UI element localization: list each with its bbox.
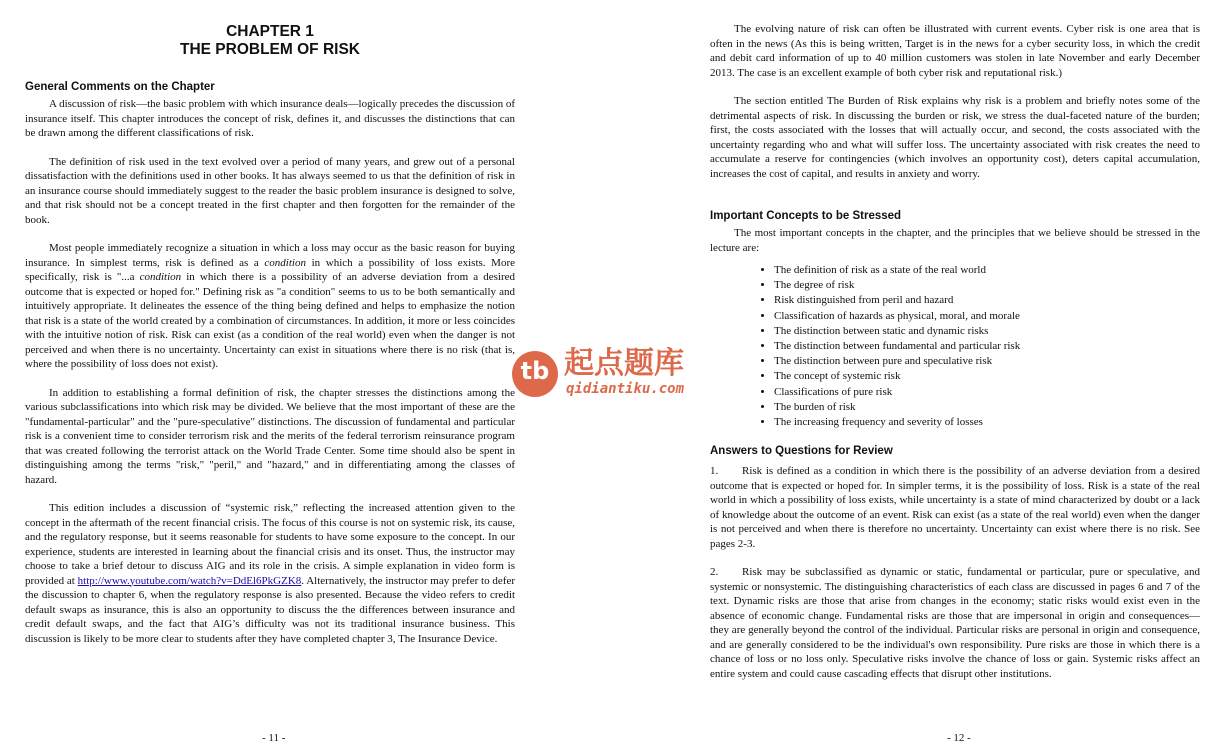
list-item: • Classification of hazards as physical, moral, and morale (774, 309, 1200, 324)
answer-text: Risk may be subclassified as dynamic or static, fundamental or particular, pure or speculative, and systemic or nonsystemic. The distinguishing characteristics of each class are discussed in pages 6 and 7 of the text. Dynamic risks are those that arise from changes in the economy; static risks would exist even in the absence of economic change. Fundamental risks are those that are impersonal in origin and consequences—they are generally beyond the control of the individual. Particular risks are personal in origin and consequence, and are generally considered to be the individual's own responsibility. Pure risks are those in which there is a chance of loss or no loss only. Speculative risks involve the chance of loss or gain. Systemic risks affect an entire system and could cause cascading effects that disrupt other institutions. (710, 566, 1200, 680)
paragraph: The section entitled The Burden of Risk explains why risk is a problem and briefly notes some of the detrimental aspects of risk. In discussing the burden or risk, we stress the dual-faceted nature of the burden; first, the costs associated with the losses that will actually occur, and second, the costs associated with the uncertainty regarding who and what will suffer loss. The uncertainty associated with risk creates the need to accumulate a reserve for contingencies (which involves an opportunity cost), deters capital accumulation, increases the cost of capital, and results in anxiety and worry. (710, 95, 1200, 180)
paragraph: This edition includes a discussion of “systemic risk,” reflecting the increased attention given to the concept in the aftermath of the recent financial crisis. The focus of this course is not on systemic risk, its cause, and the regulatory response, but it seems reasonable for students to have some exposure to the concept. In our experience, students are interested in learning about the financial crisis and its onset. Thus, the instructor may choose to take a brief detour to discuss AIG and its role in the crisis. A simple explanation in video form is provided at http://www.youtube.com/watch?v=DdEl6PkGZK8. Alternatively, the instructor may prefer to defer the discussion to chapter 6, when the regulatory response is also presented. Because the video refers to credit default swaps as insurance, this is also an opportunity to discuss the the differences between insurance and credit default swaps, and the fact that AIG’s difficulty was not its traditional insurance business. This discussion is likely to be more clear to students after they have completed chapter 3, The Insurance Device. (25, 502, 515, 645)
chapter-heading (25, 23, 515, 59)
youtube-link[interactable]: http://www.youtube.com/watch?v=DdEl6PkGZK8 (77, 574, 302, 587)
right-column (710, 22, 1200, 681)
watermark-title: 起点题库 (564, 346, 684, 381)
answer-item (710, 464, 1200, 551)
list-item: • The concept of systemic risk (774, 369, 1200, 384)
list-item: • Risk distinguished from peril and hazard (774, 293, 1200, 308)
answers-heading: Answers to Questions for Review (710, 445, 893, 458)
list-item: • The increasing frequency and severity of losses (774, 415, 1200, 430)
concepts-list (710, 263, 1200, 430)
left-column (25, 80, 515, 646)
list-item: • The distinction between static and dynamic risks (774, 324, 1200, 339)
chapter-label: CHAPTER 1 (226, 23, 314, 40)
list-item: • The distinction between pure and speculative risk (774, 354, 1200, 369)
right-page (685, 0, 1220, 750)
answer-number: 2. (710, 566, 719, 579)
concepts-heading: Important Concepts to be Stressed (710, 210, 902, 222)
watermark-url: qidiantiku.com (566, 381, 685, 397)
paragraph: The definition of risk used in the text evolved over a period of many years, and grew out of a personal dissatisfaction with the definitions used in other books. It has always seemed to us that the definition of risk in an insurance course should immediately suggest to the reader the basic problem insurance is designed to solve, and that risk should not be a concept treated in the first chapter and then forgotten for the remainder of the book. (25, 155, 515, 226)
list-item: • Classifications of pure risk (774, 385, 1200, 400)
paragraph: Most people immediately recognize a situation in which a loss may occur as the basic reason for buying insurance. In simplest terms, risk is defined as a condition in which a possibility of loss exists. More specifically, risk is "...a condition in which there is a possibility of an adverse deviation from a desired outcome that is expected or hoped for." Defining risk as "a condition" seems to us to be both semantically and intuitively appropriate. It delineates the essence of the thing being defined and helps to emphasize the notion that risk is a state of the world created by a combination of circumstances. In addition, it more or less coincides with the intuitive notion of risk. Risk can exist (as a condition of the real world) even when the danger is not perceived and when there is no uncertainty. Uncertainty can exist in situations where there is no risk (that is, where the possibility of loss does not exist). (25, 242, 515, 370)
left-page (0, 0, 540, 750)
page-number: - 11 - (262, 732, 286, 744)
paragraph: In addition to establishing a formal definition of risk, the chapter stresses the distinctions among the various subclassifications into which risk may be divided. We believe that the most important of these are the "fundamental-particular" and the "pure-speculative" distinctions. The discussion of fundamental and particular risk is a convenient time to consider terrorism risk and the merits of the federal terrorism reinsurance program that was created following the terrorist attack on the World Trade Center. Some time should also be spent in distinguishing among the terms "risk," "peril," and "hazard," and in differentiating among the classes of hazard. (25, 386, 515, 486)
list-item: • The distinction between fundamental and particular risk (774, 339, 1200, 354)
watermark (512, 343, 712, 403)
chapter-title: THE PROBLEM OF RISK (180, 41, 360, 58)
page-number: - 12 - (947, 732, 971, 744)
general-comments-heading: General Comments on the Chapter (25, 81, 215, 93)
answer-text: Risk is defined as a condition in which there is the possibility of an adverse deviation from a desired outcome that is expected or hoped for. In simpler terms, it is the possibility of loss. Risk is a state of the real world in which a possibility of loss exists, while uncertainty is a state of mind characterized by doubt or a lack of knowledge about the outcome of an event. Risk can exist (as a state of the real world) even when the danger is not perceived and when there is therefore no uncertainty. Uncertainty can exist where there is no risk. See pages 2-3. (710, 465, 1200, 550)
paragraph: The evolving nature of risk can often be illustrated with current events. Cyber risk is one area that is often in the news (As this is being written, Target is in the news for a cyber security loss, in which the credit and debit card information of up to 40 million customers was stolen in late November and early December 2013. The case is an excellent example of both cyber risk and reputational risk.) (710, 23, 1200, 79)
watermark-badge-text: tb (520, 357, 550, 385)
paragraph: A discussion of risk—the basic problem with which insurance deals—logically precedes the discussion of insurance itself. This chapter introduces the concept of risk, defines it, and discusses the distinctions that can be drawn among the different classifications of risk. (25, 98, 515, 139)
paragraph: The most important concepts in the chapter, and the principles that we believe should be stressed in the lecture are: (710, 227, 1200, 254)
list-item: • The degree of risk (774, 278, 1200, 293)
answer-item (710, 565, 1200, 681)
answer-number: 1. (710, 465, 719, 478)
list-item: • The burden of risk (774, 400, 1200, 415)
list-item: • The definition of risk as a state of the real world (774, 263, 1200, 278)
